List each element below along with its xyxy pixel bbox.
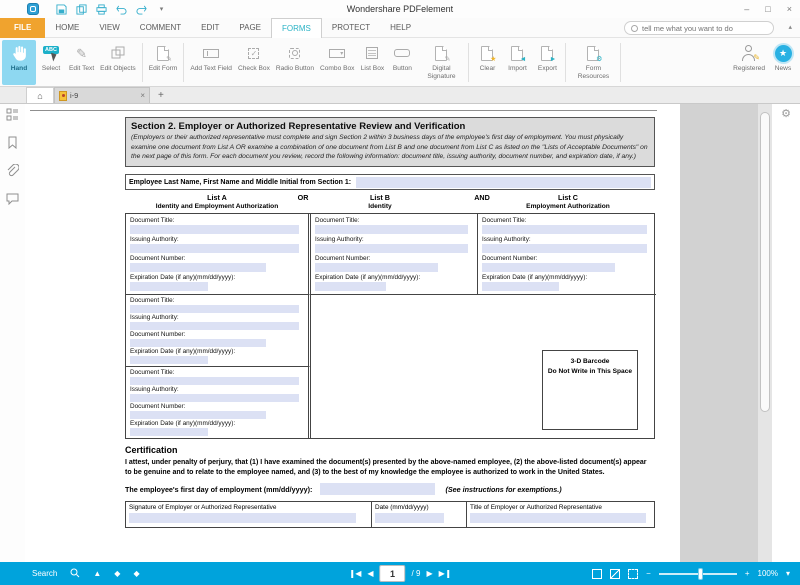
menu-home[interactable]: HOME	[55, 23, 80, 32]
first-page-icon[interactable]: ◀	[351, 570, 361, 578]
gear-icon[interactable]: ⚙	[781, 108, 791, 120]
left-panel-rail	[0, 104, 25, 562]
find-icon[interactable]	[70, 568, 80, 580]
list-c-title: List C	[558, 193, 578, 203]
tool-button[interactable]: Button	[387, 40, 417, 85]
menubar	[0, 18, 800, 38]
list-c-block: Document Title: Issuing Authority: Document Number: Expiration Date (if any)(mm/dd/yyyy):	[478, 214, 656, 295]
clear-form-icon: ★	[481, 42, 493, 64]
tool-import[interactable]: ◄ Import	[502, 40, 532, 85]
barcode-line2: Do Not Write in This Space	[547, 368, 633, 376]
listB-document-number-input[interactable]	[315, 263, 438, 272]
barcode-box	[542, 350, 638, 430]
maximize-button[interactable]: □	[765, 3, 771, 14]
section2-title: Section 2. Employer or Authorized Representative Review and Verification	[131, 121, 466, 132]
redo-icon[interactable]	[135, 3, 148, 16]
list-a-subtitle: Identity and Employment Authorization	[155, 203, 279, 211]
and-label: AND	[474, 193, 490, 203]
text-field-icon	[203, 42, 219, 64]
edit-objects-icon	[111, 42, 125, 64]
document-tabbar	[0, 87, 800, 104]
quick-access-toolbar	[55, 3, 168, 16]
menu-edit[interactable]: EDIT	[201, 23, 220, 32]
listA3-document-title-input[interactable]	[130, 377, 299, 385]
edit-form-icon: ✎	[157, 42, 169, 64]
minimize-button[interactable]: –	[744, 3, 750, 14]
page-divider	[30, 110, 657, 111]
list-a-block3: Document Title: Issuing Authority: Document Number: Expiration Date (if any)(mm/dd/yyyy):	[126, 367, 311, 438]
employee-name-label: Employee Last Name, First Name and Middle Initial from Section 1:	[129, 178, 352, 186]
copy-icon[interactable]	[75, 3, 88, 16]
listA2-issuing-authority-input[interactable]	[130, 322, 299, 330]
select-cursor-icon: ABC	[43, 42, 59, 64]
app-logo-icon	[27, 3, 39, 15]
zoom-in-icon[interactable]: +	[744, 568, 750, 578]
listA1-document-title-input[interactable]	[130, 225, 299, 234]
tool-edit-text[interactable]: ✎ Edit Text	[66, 40, 97, 85]
listB-issuing-authority-input[interactable]	[315, 244, 468, 253]
titlebar	[0, 0, 800, 18]
signature-date-input[interactable]	[375, 513, 444, 523]
fit-page-icon[interactable]	[592, 569, 602, 579]
registered-button[interactable]: ✎ Registered	[730, 40, 768, 85]
window-controls	[744, 0, 792, 18]
tool-add-text-field[interactable]: Add Text Field	[187, 40, 235, 85]
zoom-slider[interactable]	[659, 573, 737, 575]
zoom-level-label[interactable]: 100%	[757, 569, 778, 578]
comments-panel-icon[interactable]	[6, 192, 19, 205]
next-result-icon[interactable]: ◆	[133, 568, 140, 578]
listC-issuing-authority-input[interactable]	[482, 244, 647, 253]
check-box-icon: ✓	[248, 42, 259, 64]
menu-protect[interactable]: PROTECT	[331, 23, 371, 32]
listA3-issuing-authority-input[interactable]	[130, 394, 299, 402]
signature-table	[125, 501, 655, 528]
date-cell: Date (mm/dd/yyyy)	[371, 502, 466, 527]
listC-expiration-date-input[interactable]	[482, 282, 559, 291]
menu-view[interactable]: VIEW	[99, 23, 120, 32]
statusbar-left	[32, 568, 140, 580]
hand-icon	[11, 42, 28, 64]
search-label[interactable]: Search	[32, 569, 58, 578]
form-resources-icon: ⚙	[587, 42, 599, 64]
vertical-scrollbar[interactable]	[758, 104, 772, 562]
push-button-icon	[394, 42, 410, 64]
menu-forms[interactable]: FORMS	[271, 18, 322, 38]
listC-document-title-input[interactable]	[482, 225, 647, 234]
document-tab[interactable]	[54, 87, 150, 103]
ribbon-toolbar	[0, 38, 800, 87]
listB-expiration-date-input[interactable]	[315, 282, 386, 291]
page-navigation	[351, 565, 449, 582]
next-page-icon[interactable]: ▶	[426, 568, 433, 578]
listA2-document-number-input[interactable]	[130, 339, 266, 347]
listA1-expiration-date-input[interactable]	[130, 282, 208, 291]
help-search-input[interactable]	[642, 24, 767, 33]
new-tab-button[interactable]: +	[158, 90, 164, 101]
last-page-icon[interactable]: ▶	[439, 570, 449, 578]
news-button[interactable]: ★ News	[768, 40, 798, 85]
tool-combo-box[interactable]: ▾ Combo Box	[317, 40, 357, 85]
pdf-page	[25, 104, 680, 562]
first-day-label: The employee's first day of employment (mm/dd/yyyy):	[125, 484, 313, 494]
first-day-of-employment-input[interactable]	[320, 483, 435, 495]
list-headers	[125, 192, 655, 213]
previous-page-icon[interactable]: ◀	[367, 568, 374, 578]
help-search-box[interactable]	[624, 21, 774, 35]
tool-form-resources[interactable]: ⚙ Form Resources	[569, 40, 617, 85]
employer-title-input[interactable]	[470, 513, 646, 523]
tool-check-box[interactable]: ✓ Check Box	[235, 40, 273, 85]
radio-button-icon	[289, 42, 300, 64]
collapse-ribbon-caret-icon[interactable]: ▴	[788, 24, 792, 31]
documents-table	[125, 213, 655, 439]
pdf-file-icon	[59, 91, 67, 101]
i9-form-section2	[125, 117, 655, 528]
tool-list-box[interactable]: List Box	[357, 40, 387, 85]
listA2-document-title-input[interactable]	[130, 305, 299, 313]
right-panel-rail	[772, 104, 800, 562]
print-icon[interactable]	[95, 3, 108, 16]
fit-width-icon[interactable]	[610, 569, 620, 579]
barcode-area	[311, 295, 656, 438]
barcode-line1: 3-D Barcode	[570, 358, 610, 366]
page-background	[680, 104, 758, 562]
listA2-expiration-date-input[interactable]	[130, 356, 208, 364]
combo-box-icon: ▾	[329, 42, 345, 64]
certification-section	[125, 445, 655, 495]
export-data-icon: ►	[541, 42, 553, 64]
thumbnails-panel-icon[interactable]	[6, 108, 19, 121]
zoom-out-icon[interactable]: −	[646, 568, 651, 578]
statusbar	[0, 562, 800, 585]
listC-document-number-input[interactable]	[482, 263, 615, 272]
tool-edit-objects[interactable]: Edit Objects	[97, 40, 139, 85]
bookmarks-panel-icon[interactable]	[6, 136, 19, 149]
tool-export[interactable]: ► Export	[532, 40, 562, 85]
previous-result-icon[interactable]: ◆	[114, 568, 121, 578]
menu-page[interactable]: PAGE	[239, 23, 261, 32]
window-title: Wondershare PDFelement	[346, 4, 454, 14]
exemptions-note: (See instructions for exemptions.)	[445, 484, 562, 494]
tool-digital-signature[interactable]: ✎ Digital Signature	[417, 40, 465, 85]
document-tab-label: i-9	[70, 91, 79, 100]
statusbar-right	[592, 569, 790, 579]
zoom-dropdown-caret-icon[interactable]: ▾	[785, 568, 790, 578]
listA3-expiration-date-input[interactable]	[130, 428, 208, 436]
edit-text-icon: ✎	[76, 45, 88, 61]
tool-radio-button[interactable]: Radio Button	[273, 40, 317, 85]
digital-signature-icon: ✎	[435, 42, 447, 64]
collapse-search-icon[interactable]: ▲	[93, 568, 102, 578]
save-icon[interactable]	[55, 3, 68, 16]
section2-header-box	[125, 117, 655, 167]
document-viewport	[0, 104, 800, 562]
list-a-block1: Document Title: Issuing Authority: Document Number: Expiration Date (if any)(mm/dd/yyyy):	[126, 214, 311, 295]
employee-name-input[interactable]	[356, 177, 651, 188]
list-a-title: List A	[207, 193, 227, 203]
zoom-slider-thumb[interactable]	[698, 568, 703, 580]
search-icon	[631, 25, 638, 32]
fullscreen-icon[interactable]	[628, 569, 638, 579]
home-icon: ⌂	[37, 90, 43, 101]
employer-signature-input[interactable]	[129, 513, 356, 523]
list-a-block2: Document Title: Issuing Authority: Document Number: Expiration Date (if any)(mm/dd/yyyy):	[126, 295, 311, 367]
attachments-panel-icon[interactable]	[6, 164, 19, 177]
undo-icon[interactable]	[115, 3, 128, 16]
title-cell: Title of Employer or Authorized Representative	[466, 502, 656, 527]
tool-edit-form[interactable]: ✎ Edit Form	[146, 40, 181, 85]
tool-select[interactable]: ABC Select	[36, 40, 66, 85]
list-b-subtitle: Identity	[368, 203, 392, 211]
registered-user-icon: ✎	[741, 42, 757, 64]
close-tab-icon[interactable]: ×	[140, 91, 145, 100]
listB-document-title-input[interactable]	[315, 225, 468, 234]
list-b-title: List B	[370, 193, 390, 203]
page-total-label: / 9	[411, 569, 421, 578]
menu-comment[interactable]: COMMENT	[139, 23, 182, 32]
close-button[interactable]: ×	[786, 3, 792, 14]
import-data-icon: ◄	[511, 42, 523, 64]
employee-name-row	[125, 174, 655, 190]
or-label: OR	[297, 193, 309, 203]
scrollbar-thumb[interactable]	[760, 112, 770, 412]
certification-title: Certification	[125, 445, 178, 456]
tool-hand[interactable]: Hand	[2, 40, 36, 85]
first-day-row	[125, 483, 655, 495]
certification-text: I attest, under penalty of perjury, that (1) I have examined the document(s) presented by the above-named employee, (2) the above-listed document(s) appear to be genuine and to relate to the employee named, and (3) to the best of my knowledge the employee is authorized to work in the United States.	[125, 459, 647, 477]
section2-instructions: (Employers or their authorized representative must complete and sign Section 2 within 3 business days of the employee's first day of employment. You must physically examine one document from List A OR examine a combination of one document from List B and one document from List C as listed on the "Lists of Acceptable Documents" on the next page of this form. For each document you review, record the following information: document title, issuing authority, document number, and expiration date, if any.)	[131, 134, 648, 161]
home-tab[interactable]	[26, 87, 54, 103]
news-star-icon: ★	[775, 42, 792, 64]
listA1-issuing-authority-input[interactable]	[130, 244, 299, 253]
listA1-document-number-input[interactable]	[130, 263, 266, 272]
menu-help[interactable]: HELP	[390, 23, 412, 32]
signature-cell: Signature of Employer or Authorized Representative	[126, 502, 371, 527]
tool-clear[interactable]: ★ Clear	[472, 40, 502, 85]
list-c-subtitle: Employment Authorization	[526, 203, 610, 211]
list-box-icon	[366, 42, 378, 64]
listA3-document-number-input[interactable]	[130, 411, 266, 419]
page-number-input[interactable]	[380, 565, 406, 582]
customize-toolbar-caret-icon[interactable]: ▾	[159, 6, 164, 13]
menu-file[interactable]: FILE	[0, 18, 45, 38]
list-b-block: Document Title: Issuing Authority: Document Number: Expiration Date (if any)(mm/dd/yyyy):	[311, 214, 478, 295]
